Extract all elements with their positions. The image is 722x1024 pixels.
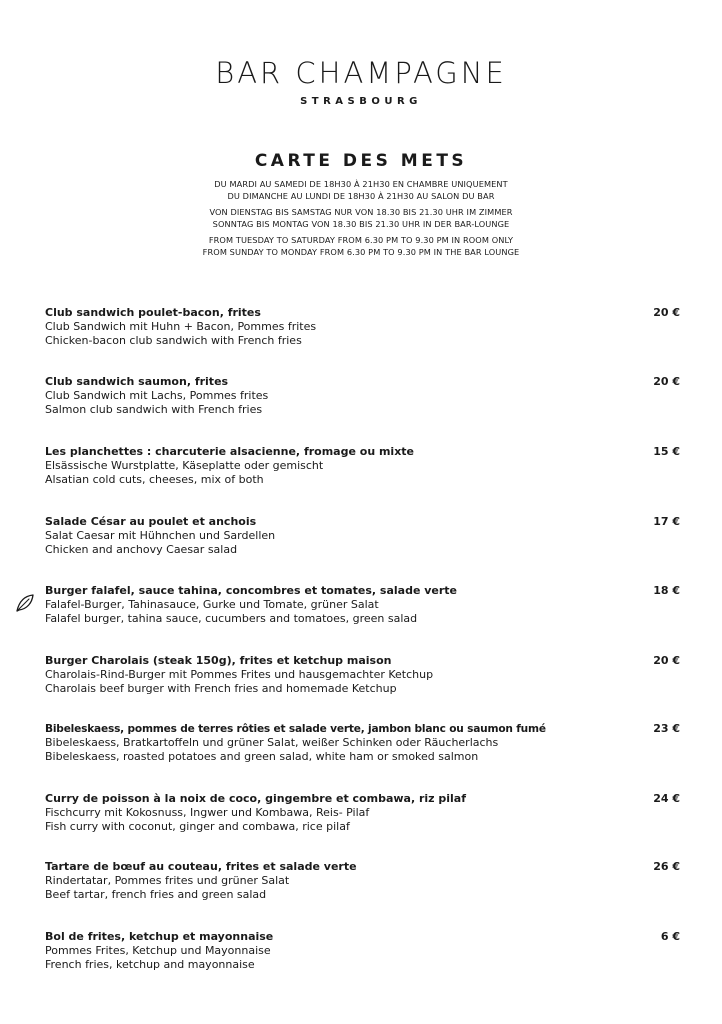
brand-header: [0, 56, 722, 108]
brand-title: BAR CHAMPAGNE: [215, 56, 507, 90]
menu-item-burger-falafel: [45, 584, 680, 626]
hours-line: FROM SUNDAY TO MONDAY FROM 6.30 PM TO 9.30 PM IN THE BAR LOUNGE: [202, 247, 520, 257]
menu-item-bol-frites: [45, 930, 680, 972]
item-desc-de: Salat Caesar mit Hühnchen und Sardellen: [45, 529, 276, 542]
item-price: 24 €: [653, 792, 680, 805]
item-desc-de: Club Sandwich mit Huhn + Bacon, Pommes frites: [45, 320, 317, 333]
item-price: 20 €: [653, 306, 680, 319]
hours-line: SONNTAG BIS MONTAG VON 18.30 BIS 21.30 UHR IN DER BAR-LOUNGE: [212, 219, 510, 229]
item-desc-de: Falafel-Burger, Tahinasauce, Gurke und Tomate, grüner Salat: [45, 598, 379, 611]
item-name: Club sandwich poulet-bacon, frites: [45, 306, 261, 319]
hours-line: VON DIENSTAG BIS SAMSTAG NUR VON 18.30 BIS 21.30 UHR IM ZIMMER: [209, 207, 513, 217]
menu-item-club-saumon: [45, 375, 680, 417]
item-desc-en: Chicken and anchovy Caesar salad: [45, 543, 238, 556]
carte-header: [0, 150, 722, 262]
menu-item-curry: [45, 792, 680, 834]
item-desc-en: Alsatian cold cuts, cheeses, mix of both: [45, 473, 264, 486]
hours-line: FROM TUESDAY TO SATURDAY FROM 6.30 PM TO 9.30 PM IN ROOM ONLY: [208, 235, 514, 245]
brand-city: STRASBOURG: [300, 96, 422, 107]
hours-line: DU DIMANCHE AU LUNDI DE 18H30 À 21H30 AU SALON DU BAR: [227, 191, 495, 201]
item-name: Curry de poisson à la noix de coco, gingembre et combawa, riz pilaf: [45, 792, 467, 805]
item-price: 17 €: [653, 515, 680, 528]
item-price: 20 €: [653, 375, 680, 388]
item-desc-en: Beef tartar, french fries and green salad: [45, 888, 267, 901]
item-name: Les planchettes : charcuterie alsacienne, fromage ou mixte: [45, 445, 415, 458]
item-name: Bol de frites, ketchup et mayonnaise: [45, 930, 274, 943]
item-desc-de: Bibeleskaess, Bratkartoffeln und grüner Salat, weißer Schinken oder Räucherlachs: [45, 736, 499, 749]
item-desc-en: Bibeleskaess, roasted potatoes and green salad, white ham or smoked salmon: [45, 750, 479, 763]
item-price: 20 €: [653, 654, 680, 667]
item-desc-en: Charolais beef burger with French fries and homemade Ketchup: [45, 682, 397, 695]
leaf-icon: [14, 592, 36, 614]
item-desc-de: Club Sandwich mit Lachs, Pommes frites: [45, 389, 269, 402]
menu-item-tartare: [45, 860, 680, 902]
menu-item-planchettes: [45, 445, 680, 487]
item-desc-de: Rindertatar, Pommes frites und grüner Salat: [45, 874, 290, 887]
item-desc-de: Elsässische Wurstplatte, Käseplatte oder gemischt: [45, 459, 324, 472]
item-price: 15 €: [653, 445, 680, 458]
menu-item-bibeleskaess: [45, 722, 680, 764]
item-desc-de: Fischcurry mit Kokosnuss, Ingwer und Kombawa, Reis- Pilaf: [45, 806, 370, 819]
item-desc-en: Salmon club sandwich with French fries: [45, 403, 263, 416]
item-name: Tartare de bœuf au couteau, frites et salade verte: [45, 860, 357, 873]
item-desc-en: Chicken-bacon club sandwich with French fries: [45, 334, 302, 347]
item-name: Burger Charolais (steak 150g), frites et ketchup maison: [45, 654, 392, 667]
item-name: Club sandwich saumon, frites: [45, 375, 229, 388]
menu-item-club-poulet: [45, 306, 680, 348]
item-name: Bibeleskaess, pommes de terres rôties et salade verte, jambon blanc ou saumon fumé: [45, 723, 546, 735]
item-desc-de: Charolais-Rind-Burger mit Pommes Frites und hausgemachter Ketchup: [45, 668, 434, 681]
item-price: 23 €: [653, 722, 680, 735]
carte-title: CARTE DES METS: [254, 151, 468, 171]
hours-english: [0, 234, 722, 258]
item-name: Burger falafel, sauce tahina, concombres et tomates, salade verte: [45, 584, 458, 597]
item-desc-en: Fish curry with coconut, ginger and combawa, rice pilaf: [45, 820, 350, 833]
item-price: 18 €: [653, 584, 680, 597]
hours-german: [0, 206, 722, 230]
item-price: 6 €: [660, 930, 680, 943]
hours-line: DU MARDI AU SAMEDI DE 18H30 À 21H30 EN CHAMBRE UNIQUEMENT: [214, 179, 508, 189]
hours-french: [0, 178, 722, 202]
item-desc-en: Falafel burger, tahina sauce, cucumbers and tomatoes, green salad: [45, 612, 418, 625]
menu-item-burger-charolais: [45, 654, 680, 696]
item-desc-en: French fries, ketchup and mayonnaise: [45, 958, 255, 971]
item-desc-de: Pommes Frites, Ketchup und Mayonnaise: [45, 944, 271, 957]
menu-item-cesar: [45, 515, 680, 557]
item-price: 26 €: [653, 860, 680, 873]
item-name: Salade César au poulet et anchois: [45, 515, 257, 528]
